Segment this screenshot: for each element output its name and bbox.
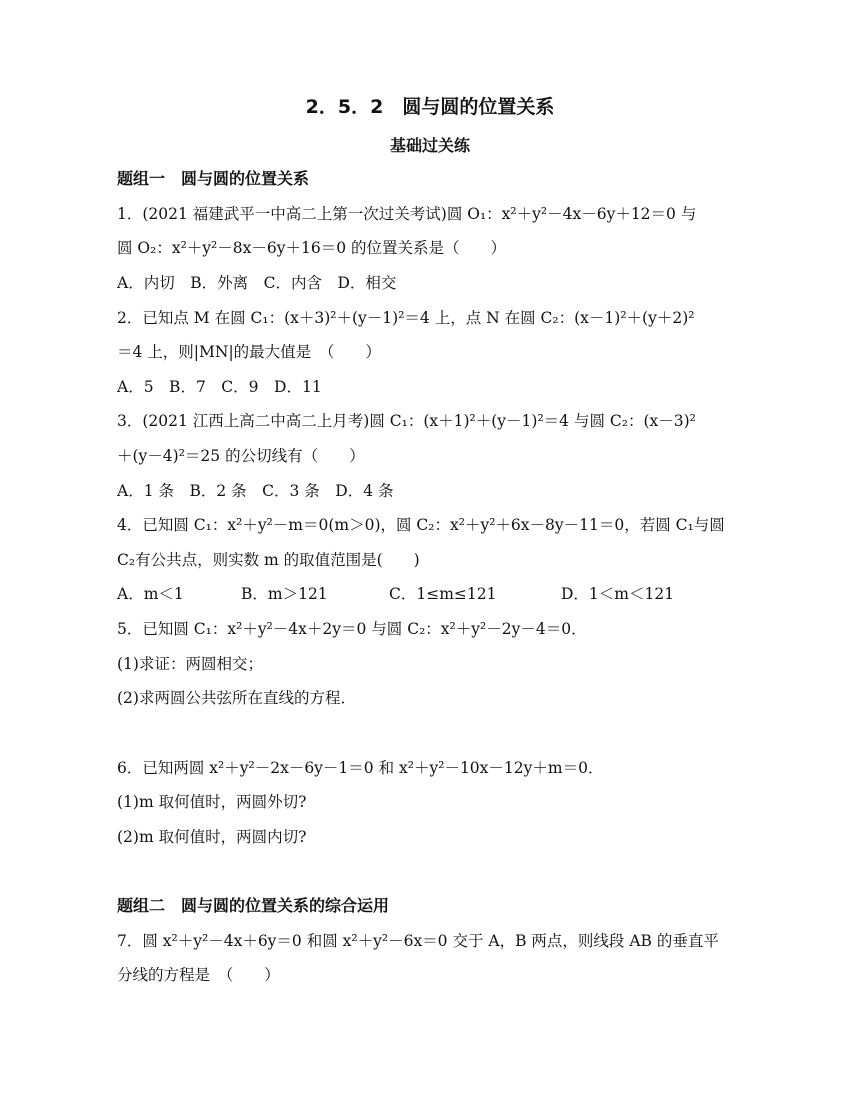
q4-options: [117, 583, 674, 605]
q2-line1: 2．已知点 M 在圆 C₁：(x＋3)²＋(y－1)²＝4 上，点 N 在圆 C₂：(x－1)²＋(y＋2)²: [117, 309, 695, 327]
group2-heading: 题组二 圆与圆的位置关系的综合运用: [117, 896, 390, 915]
group1-heading: 题组一 圆与圆的位置关系: [117, 169, 310, 188]
q4-option-b: B．m＞121: [241, 585, 328, 603]
q5-line1: 5．已知圆 C₁：x²＋y²－4x＋2y＝0 与圆 C₂：x²＋y²－2y－4＝0．: [117, 620, 587, 638]
q6-line1: 6．已知两圆 x²＋y²－2x－6y－1＝0 和 x²＋y²－10x－12y＋m＝0．: [117, 759, 604, 777]
q2-options: A．5 B．7 C．9 D．11: [117, 378, 322, 396]
q7-line2: 分线的方程是 （ ）: [117, 966, 280, 984]
q2-line2: ＝4 上，则|MN|的最大值是 （ ）: [117, 343, 381, 361]
q1-line2: 圆 O₂：x²＋y²－8x－6y＋16＝0 的位置关系是（ ）: [117, 239, 507, 257]
q4-line1: 4．已知圆 C₁：x²＋y²－m＝0(m＞0)，圆 C₂：x²＋y²＋6x－8y－11＝0，若圆 C₁与圆: [117, 516, 725, 534]
q7-line1: 7．圆 x²＋y²－4x＋6y＝0 和圆 x²＋y²－6x＝0 交于 A，B 两点，则线段 AB 的垂直平: [117, 932, 719, 950]
q5-part1: (1)求证：两圆相交；: [117, 655, 263, 673]
q6-part1: (1)m 取何值时，两圆外切?: [117, 793, 307, 811]
q1-options: A．内切 B．外离 C．内含 D．相交: [117, 274, 397, 292]
q4-line2: C₂有公共点，则实数 m 的取值范围是( ): [117, 551, 420, 569]
q6-part2: (2)m 取何值时，两圆内切?: [117, 828, 307, 846]
q5-part2: (2)求两圆公共弦所在直线的方程．: [117, 689, 356, 707]
q1-line1: 1．(2021 福建武平一中高二上第一次过关考试)圆 O₁：x²＋y²－4x－6y＋12＝0 与: [117, 205, 697, 223]
q4-option-d: D．1＜m＜121: [561, 585, 675, 603]
q4-option-c: C．1≤m≤121: [389, 585, 497, 603]
q3-options: A．1 条 B．2 条 C．3 条 D．4 条: [117, 482, 394, 500]
page-title: 2．5．2 圆与圆的位置关系: [305, 96, 555, 118]
section-subtitle: 基础过关练: [389, 136, 470, 155]
q4-option-a: A．m＜1: [117, 585, 184, 603]
q3-line2: ＋(y－4)²＝25 的公切线有（ ）: [117, 447, 365, 465]
q3-line1: 3．(2021 江西上高二中高二上月考)圆 C₁：(x＋1)²＋(y－1)²＝4 与圆 C₂：(x－3)²: [117, 412, 696, 430]
